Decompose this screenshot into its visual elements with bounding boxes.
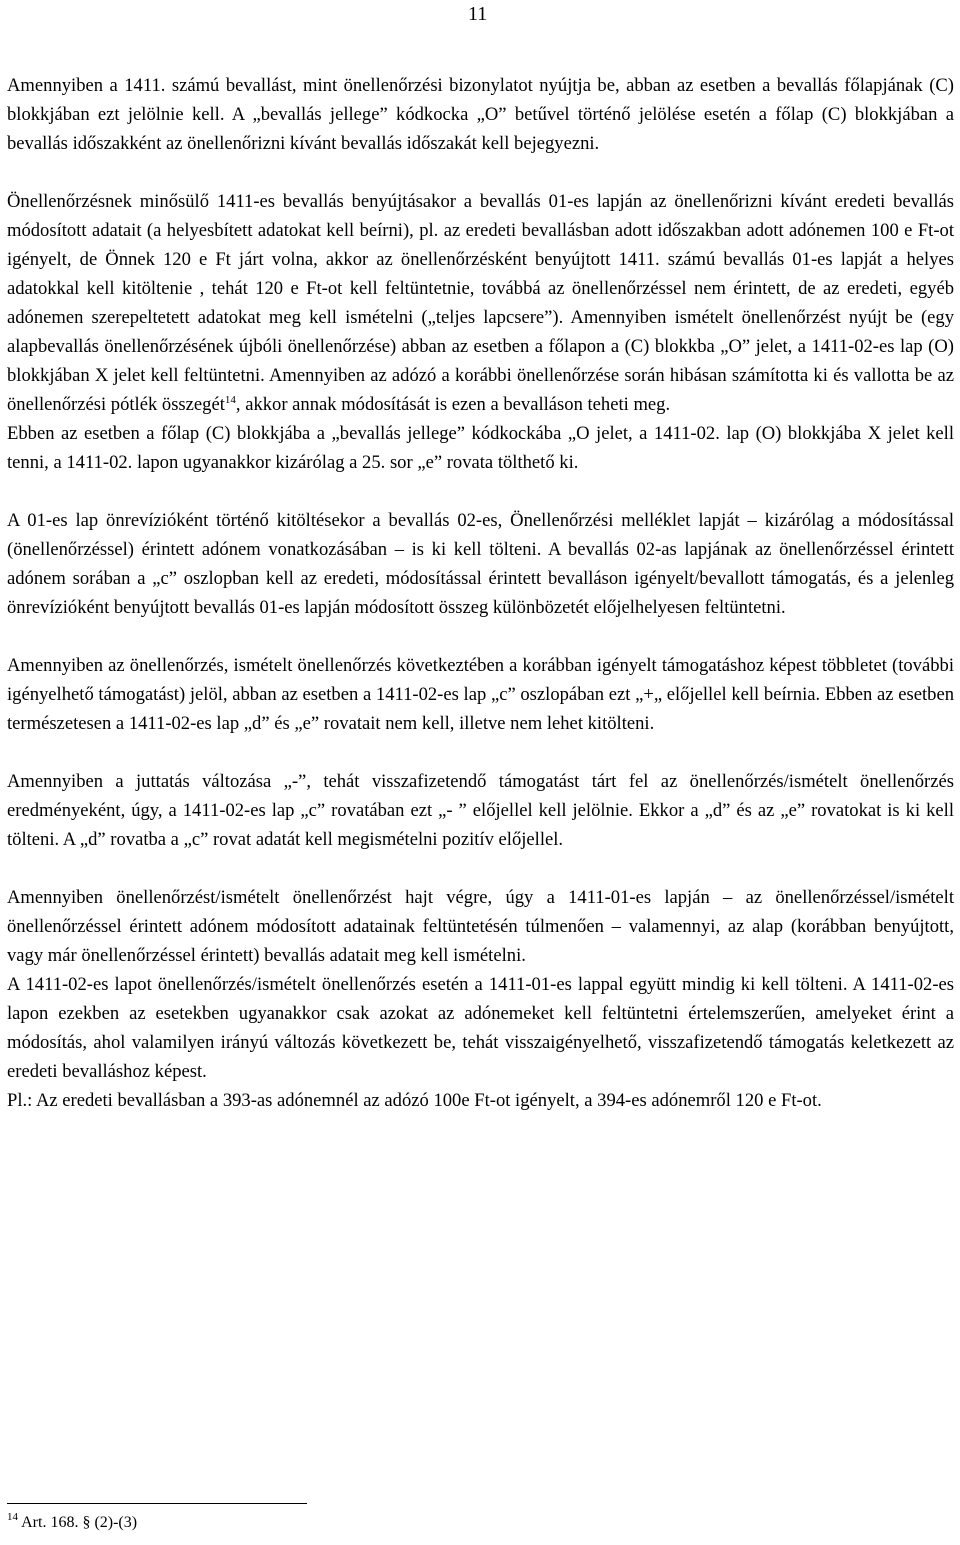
document-body <box>7 71 954 1115</box>
footnote-text: Art. 168. § (2)-(3) <box>18 1514 138 1531</box>
paragraph-5: Amennyiben az önellenőrzés, ismételt önellenőrzés következtében a korábban igényelt támogatáshoz képest többletet (további igényelhető támogatást) jelöl, abban az esetben a 1411-02-es lap „c” oszlopában ezt „+„ előjellel kell beírnia. Ebben az esetben természetesen a 1411-02-es lap „d” és „e” rovatait nem kell, illetve nem lehet kitölteni. <box>7 655 954 734</box>
paragraph-2-text: Önellenőrzésnek minősülő 1411-es bevallás benyújtásakor a bevallás 01-es lapján az önellenőrizni kívánt eredeti bevallás módosított adatait (a helyesbített adatokat kell beírni), pl. az eredeti bevallásban adott időszakban adott adónemen 100 e Ft-ot igényelt, de Önnek 120 e Ft járt volna, akkor az önellenőrzésként benyújtott 1411. számú bevallás 01-es lapját a helyes adatokkal kell kitöltenie , tehát 120 e Ft-ot kell feltüntetnie, továbbá az önellenőrzéssel nem érintett, de az eredeti, egyéb adónemen szerepeltetett adatokat meg kell ismételni („teljes lapcsere”). Amennyiben ismételt önellenőrzést nyújt be (egy alapbevallás önellenőrzésének újbóli önellenőrzése) abban az esetben a főlapon a (C) blokkba „O” jelet, a 1411-02-es lap (O) blokkjában X jelet kell feltüntetni. Amennyiben az adózó a korábbi önellenőrzése során hibásan számította ki és vallotta be az önellenőrzési pótlék összegét <box>7 191 954 415</box>
paragraph-3: Ebben az esetben a főlap (C) blokkjába a „bevallás jellege” kódkockába „O jelet, a 1411-02. lap (O) blokkjába X jelet kell tenni, a 1411-02. lapon ugyanakkor kizárólag a 25. sor „e” rovata tölthető ki. <box>7 423 954 473</box>
paragraph-1: Amennyiben a 1411. számú bevallást, mint önellenőrzési bizonylatot nyújtja be, abban az esetben a bevallás főlapjának (C) blokkjában ezt jelölnie kell. A „bevallás jellege” kódkocka „O” betűvel történő jelölése esetén a főlap (C) blokkjában a bevallás időszakként az önellenőrizni kívánt bevallás időszakát kell bejegyezni. <box>7 75 954 154</box>
paragraph-4: A 01-es lap önrevízióként történő kitöltésekor a bevallás 02-es, Önellenőrzési melléklet lapját – kizárólag a módosítással (önellenőrzéssel) érintett adónem vonatkozásában – is ki kell tölteni. A bevallás 02-as lapjának az önellenőrzéssel érintett adónem sorában a „c” oszlopban kell az eredeti, módosítással érintett bevalláson igényelt/bevallott támogatás, és a jelenleg önrevízióként benyújtott bevallás 01-es lapján módosított összeg különbözetét előjelhelyesen feltüntetni. <box>7 510 954 618</box>
paragraph-8: A 1411-02-es lapot önellenőrzés/ismételt önellenőrzés esetén a 1411-01-es lappal együtt mindig ki kell tölteni. A 1411-02-es lapon ezekben az esetekben ugyanakkor csak azokat az adónemeket kell feltüntetni értelemszerűen, amelyeket érint a módosítás, ahol valamilyen irányú változás következett be, tehát visszaigényelhető, visszafizetendő támogatás keletkezett az eredeti bevalláshoz képest. <box>7 974 954 1082</box>
footnote-reference: 14 <box>224 394 236 406</box>
paragraph-9: Pl.: Az eredeti bevallásban a 393-as adónemnél az adózó 100e Ft-ot igényelt, a 394-es adónemről 120 e Ft-ot. <box>7 1090 822 1111</box>
paragraph-6: Amennyiben a juttatás változása „-”, tehát visszafizetendő támogatást tárt fel az önellenőrzés/ismételt önellenőrzés eredményeként, úgy, a 1411-02-es lap „c” rovatában ezt „- ” előjellel kell jelölnie. Ekkor a „d” és az „e” rovatokat is ki kell tölteni. A „d” rovatba a „c” rovat adatát kell megismételni pozitív előjellel. <box>7 771 954 850</box>
footnote-marker: 14 <box>7 1511 18 1523</box>
paragraph-2 <box>7 187 954 419</box>
paragraph-7: Amennyiben önellenőrzést/ismételt önellenőrzést hajt végre, úgy a 1411-01-es lapján – az önellenőrzéssel/ismételt önellenőrzéssel érintett adónem módosított adatainak feltüntetésén túlmenően – valamennyi, az alap (korábban benyújtott, vagy már önellenőrzéssel érintett) bevallás adatait meg kell ismételni. <box>7 887 954 966</box>
footnote <box>7 1512 137 1534</box>
paragraph-2-tail: , akkor annak módosítását is ezen a bevalláson teheti meg. <box>235 394 671 415</box>
footnote-separator <box>7 1503 307 1504</box>
page-number: 11 <box>468 3 488 25</box>
